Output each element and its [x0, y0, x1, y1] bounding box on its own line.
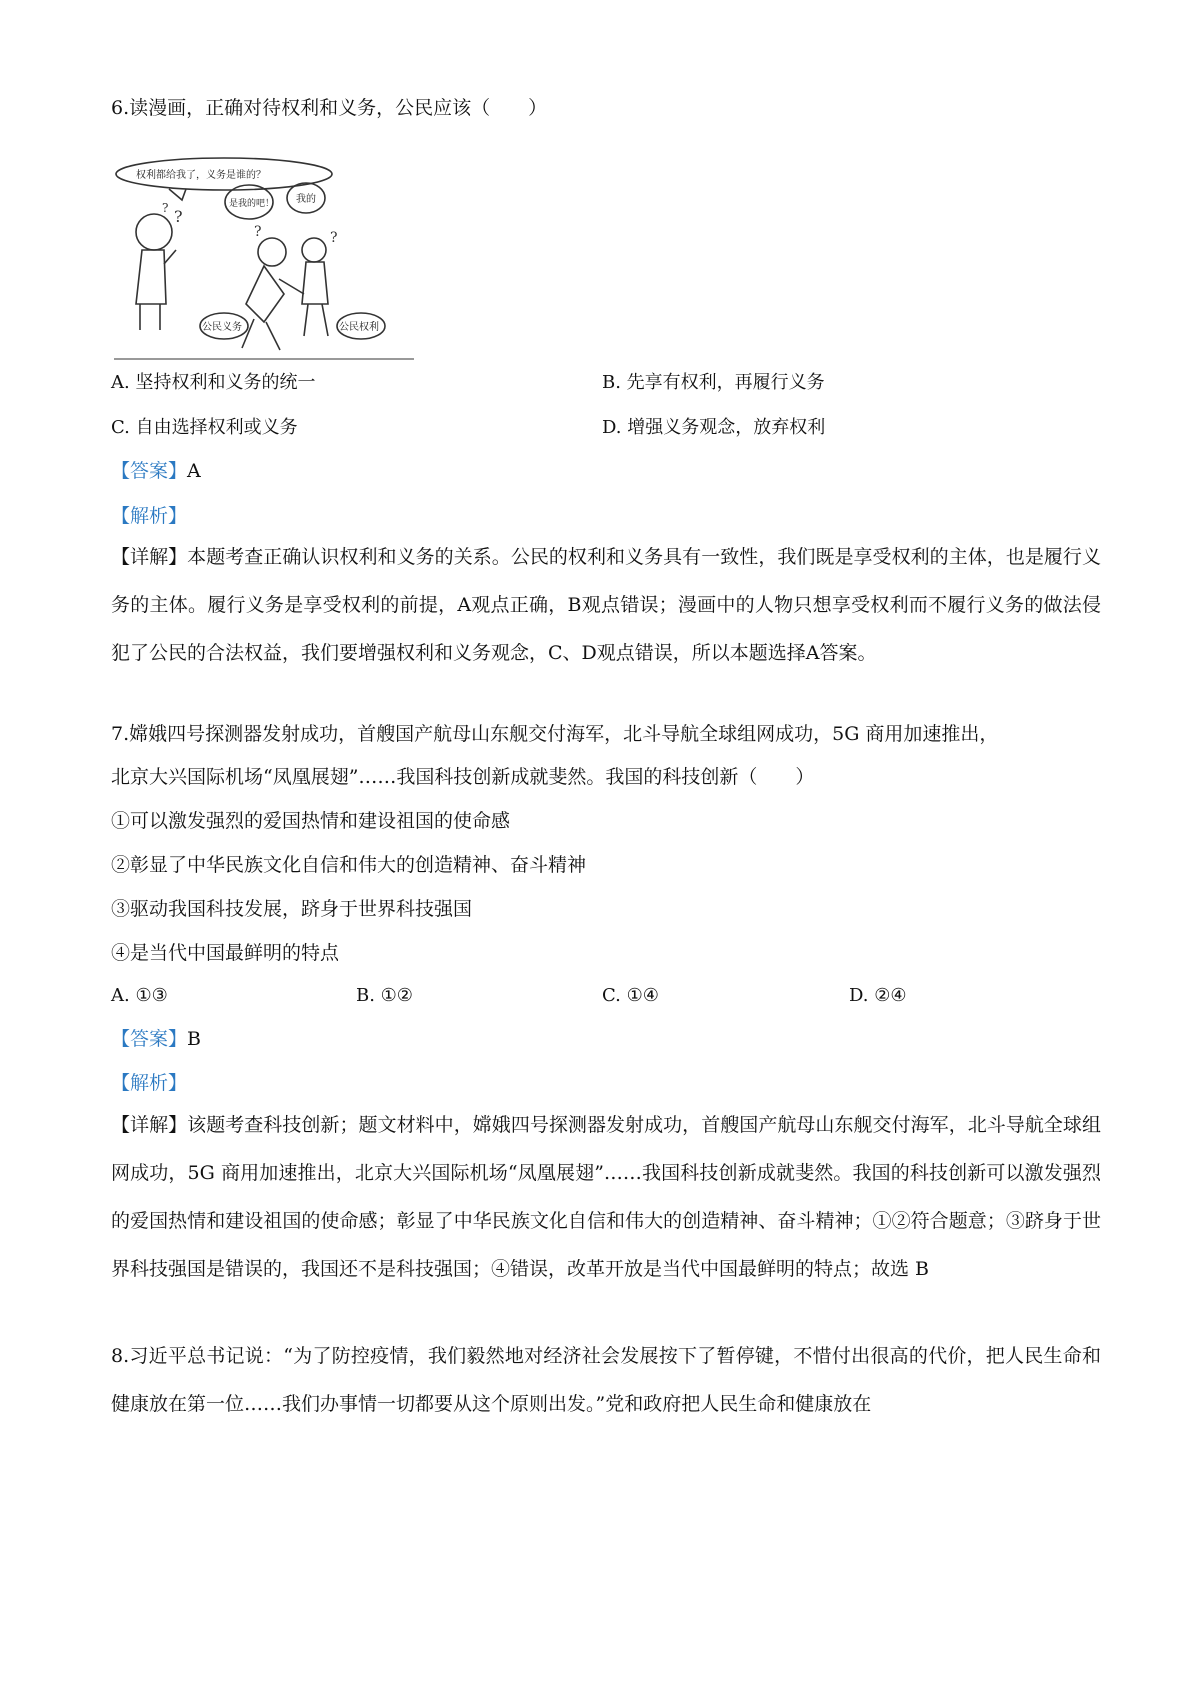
detail-text: 该题考查科技创新；题文材料中，嫦娥四号探测器发射成功，首艘国产航母山东舰交付海军，北斗导航全球组网成功，5G 商用加速推出，北京大兴国际机场“凤凰展翅”……我国科技创新成就斐然。我国的科技创新可以激发强烈的爱国热情和建设祖国的使命感；彰显了中华民族文化自信和伟大的创造精神、奋斗精神；①②符合题意；③跻身于世界科技强国是错误的，我国还不是科技强国；④错误，改革开放是当代中国最鲜明的特点；故选 B [111, 1114, 1101, 1280]
q6-option-c: C. 自由选择权利或义务 [111, 417, 298, 438]
detail-text: 本题考查正确认识权利和义务的关系。公民的权利和义务具有一致性，我们既是享受权利的主体，也是履行义务的主体。履行义务是享受权利的前提，A观点正确，B观点错误；漫画中的人物只想享受权利而不履行义务的做法侵犯了公民的合法权益，我们要增强权利和义务观念，C、D观点错误，所以本题选择A答案。 [111, 546, 1101, 664]
q7-item-4: ④是当代中国最鲜明的特点 [111, 942, 340, 964]
q7-item-2: ②彰显了中华民族文化自信和伟大的创造精神、奋斗精神 [111, 854, 587, 876]
detail-tag: 【详解】 [111, 546, 188, 568]
detail-tag: 【详解】 [111, 1114, 188, 1136]
answer-tag: 【答案】 [111, 1028, 188, 1050]
q7-detail [111, 1101, 1101, 1293]
q7-analysis-tag: 【解析】 [111, 1072, 188, 1094]
cartoon-top-bubble: 权利都给我了，义务是谁的？ [136, 170, 266, 181]
q7-option-b: B. ①② [356, 985, 413, 1006]
cartoon-sign-rights: 公民权利 [339, 322, 379, 333]
cartoon-bubble-right: 我的 [296, 194, 316, 205]
svg-text:?: ? [162, 201, 169, 215]
q7-item-3: ③驱动我国科技发展，跻身于世界科技强国 [111, 898, 473, 920]
q6-analysis-tag: 【解析】 [111, 505, 188, 527]
q6-stem: 6.读漫画，正确对待权利和义务，公民应该（ ） [111, 97, 548, 119]
answer-value: B [187, 1028, 201, 1050]
q8-stem: 8.习近平总书记说：“为了防控疫情，我们毅然地对经济社会发展按下了暂停键，不惜付出很高的代价，把人民生命和健康放在第一位……我们办事情一切都要从这个原则出发。”党和政府把人民生命和健康放在 [111, 1345, 1101, 1415]
cartoon-sign-duties: 公民义务 [202, 322, 242, 333]
svg-text:?: ? [174, 207, 183, 226]
q7-option-a: A. ①③ [111, 985, 168, 1006]
q6-option-a: A. 坚持权利和义务的统一 [111, 372, 316, 393]
q7-answer [111, 1026, 201, 1052]
svg-text:?: ? [254, 224, 262, 240]
q7-stem-line2: 北京大兴国际机场“凤凰展翅”……我国科技创新成就斐然。我国的科技创新（ ） [111, 766, 815, 788]
cartoon-bubble-left: 是我的吧！ [229, 199, 275, 209]
svg-text:?: ? [330, 230, 338, 246]
q6-detail [111, 533, 1101, 677]
q7-option-d: D. ②④ [849, 985, 907, 1006]
q7-option-c: C. ①④ [602, 985, 659, 1006]
q6-option-d: D. 增强义务观念，放弃权利 [602, 417, 826, 438]
q6-answer [111, 458, 201, 484]
answer-value: A [187, 460, 201, 482]
q7-stem-line1: 7.嫦娥四号探测器发射成功，首艘国产航母山东舰交付海军，北斗导航全球组网成功，5G 商用加速推出， [111, 723, 999, 745]
answer-tag: 【答案】 [111, 460, 188, 482]
q6-option-b: B. 先享有权利，再履行义务 [602, 372, 825, 393]
rights-duties-cartoon [114, 154, 414, 366]
q7-item-1: ①可以激发强烈的爱国热情和建设祖国的使命感 [111, 810, 511, 832]
